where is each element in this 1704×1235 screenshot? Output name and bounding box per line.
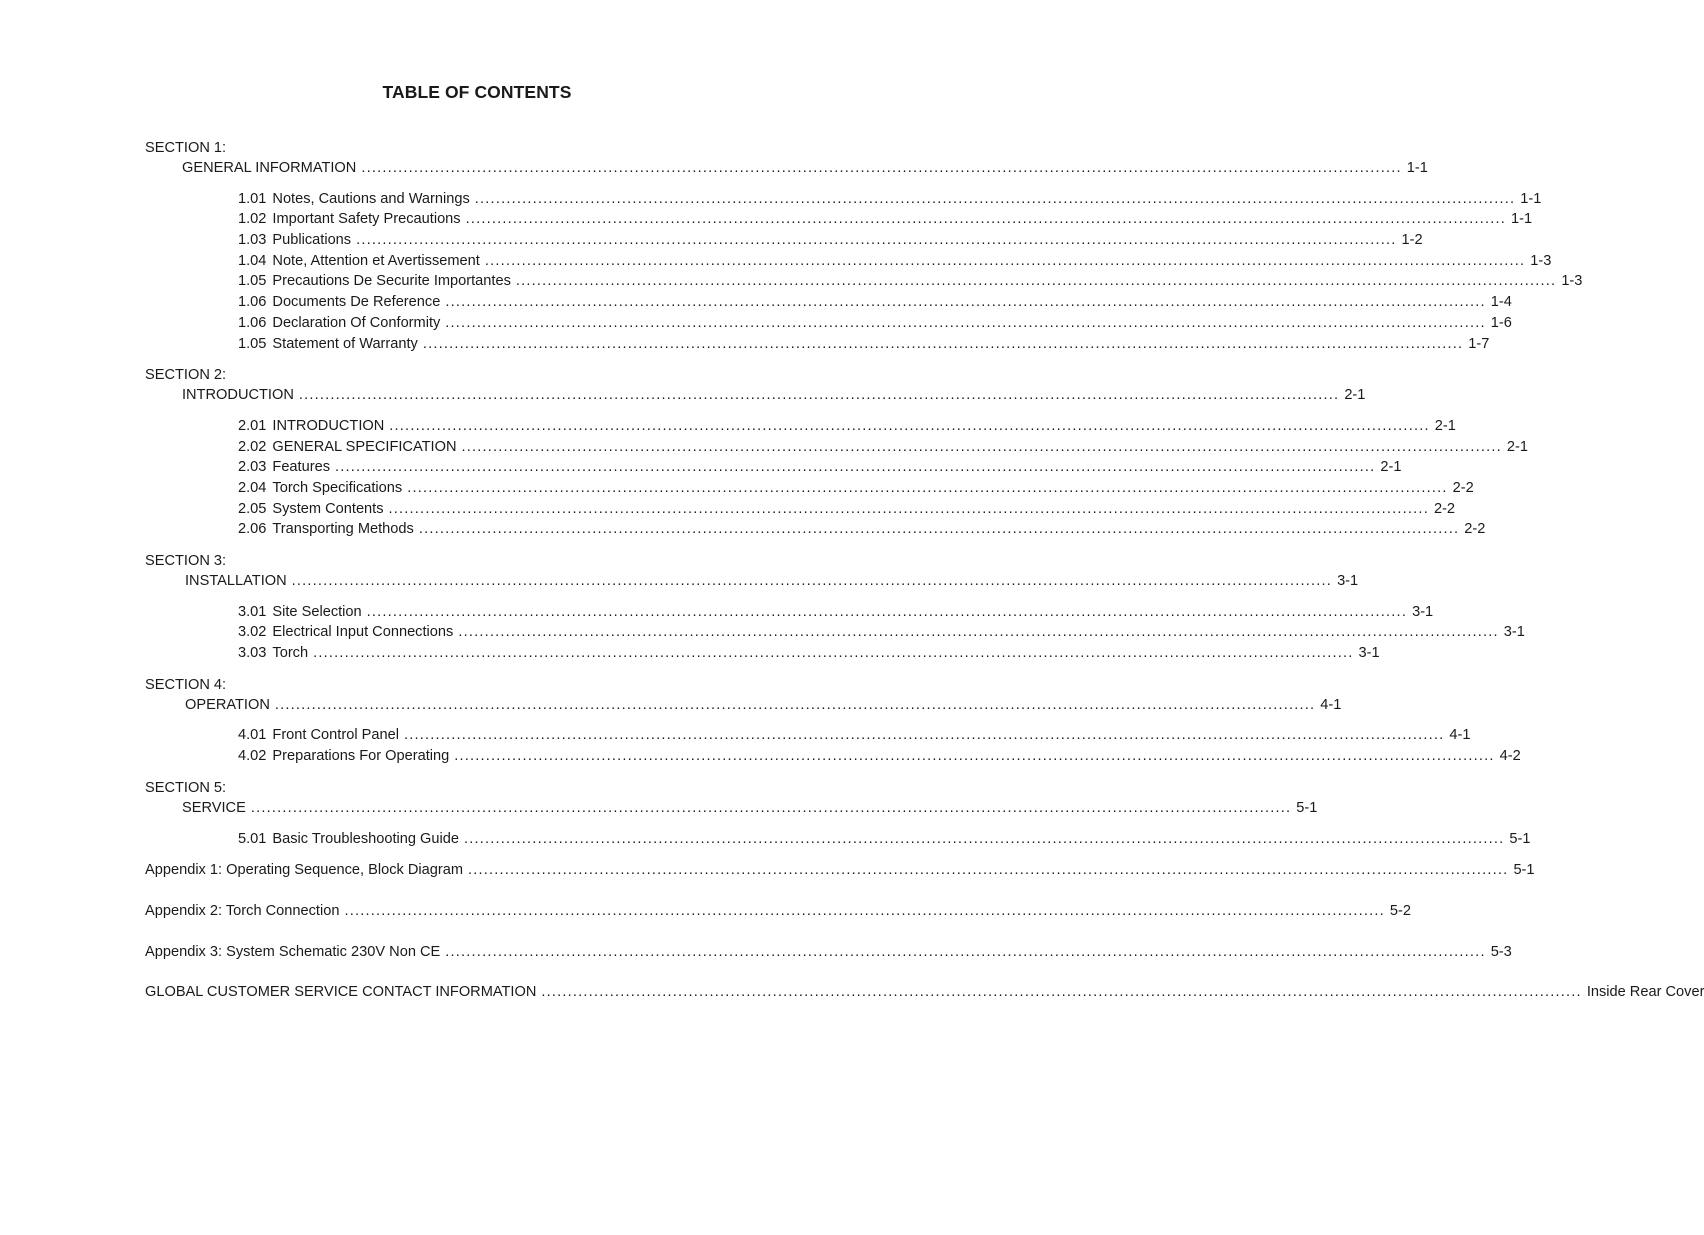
toc-item[interactable] [145,437,1528,458]
item-number: 1.06 [238,294,267,311]
item-number: 1.04 [238,252,267,269]
toc-item[interactable] [145,230,1423,251]
toc-item[interactable] [145,292,1512,313]
dot-leader: ...................................................................................................................................................................................................... [291,573,1333,589]
item-title: Publications [272,232,352,249]
item-title: Transporting Methods [272,521,414,538]
dot-leader: ...................................................................................................................................................................................................... [541,984,1582,1001]
dot-leader: ...................................................................................................................................................................................................... [422,335,1464,352]
item-number: 1.03 [238,232,267,249]
dot-leader: ...................................................................................................................................................................................................... [388,500,1429,517]
section-heading: SECTION 5: [145,779,227,796]
item-number: 2.05 [238,500,267,517]
section-heading: SECTION 3: [145,553,227,569]
toc-item[interactable] [145,499,1456,520]
page-number: 1-1 [1406,160,1428,176]
item-title: System Contents [272,500,384,517]
item-number: 3.01 [238,603,267,620]
entry-title: SERVICE [182,799,246,816]
dot-leader: ...................................................................................................................................................................................................... [445,314,1486,331]
section-title-entry[interactable] [145,798,1318,819]
toc-item[interactable] [145,829,1531,850]
item-title: GENERAL SPECIFICATION [272,438,457,455]
dot-leader: ...................................................................................................................................................................................................... [403,727,1445,744]
toc-item[interactable] [145,457,1402,478]
dot-leader: ...................................................................................................................................................................................................... [445,943,1486,960]
entry-title: GENERAL INFORMATION [182,160,357,176]
item-number: 3.02 [238,624,267,641]
item-title: Features [272,459,330,476]
item-title: INTRODUCTION [272,417,385,434]
page-number: 1-3 [1561,273,1583,290]
page-number: 2-1 [1506,438,1528,455]
item-title: Statement of Warranty [272,335,418,352]
page-number: 2-2 [1464,521,1486,538]
appendix-entry[interactable] [145,860,1535,881]
page-number: 1-7 [1468,335,1490,352]
item-title: Front Control Panel [272,727,399,744]
item-number: 5.01 [238,830,267,847]
item-number: 4.02 [238,748,267,765]
toc-item[interactable] [145,622,1525,643]
section-heading: SECTION 1: [145,140,227,156]
item-number: 2.03 [238,459,267,476]
page-number: 2-1 [1344,387,1366,404]
item-title: Site Selection [272,603,362,620]
page-number: 2-2 [1452,479,1474,496]
dot-leader: ...................................................................................................................................................................................................... [445,294,1486,311]
section-title-entry[interactable] [145,571,1359,592]
dot-leader: ...................................................................................................................................................................................................... [335,459,1376,476]
entry-title: INSTALLATION [185,573,287,589]
entry-title: GLOBAL CUSTOMER SERVICE CONTACT INFORMATION [145,984,537,1001]
entry-title: OPERATION [185,696,270,713]
section-4 [145,675,1521,767]
page-number: 3-1 [1503,624,1525,641]
toc-item[interactable] [145,189,1542,210]
section-title-entry[interactable] [145,385,1366,406]
toc-item[interactable] [145,271,1583,292]
page-number: 2-1 [1380,459,1402,476]
item-title: Important Safety Precautions [272,211,461,228]
appendix-entry[interactable] [145,901,1411,922]
page-number: 2-2 [1433,500,1456,517]
item-title: Torch [272,645,309,662]
dot-leader: ...................................................................................................................................................................................................... [484,252,1526,269]
dot-leader: ...................................................................................................................................................................................................... [298,387,1340,404]
dot-leader: ...................................................................................................................................................................................................... [461,438,1502,455]
page-number: 5-1 [1296,799,1318,816]
item-number: 1.05 [238,335,267,352]
toc-item[interactable] [145,519,1486,540]
dot-leader: ...................................................................................................................................................................................................... [474,190,1516,207]
toc-item[interactable] [145,313,1512,334]
toc-item[interactable] [145,602,1434,623]
page-number: 2-1 [1434,417,1456,434]
page-number: 3-1 [1358,645,1380,662]
page-number: 1-2 [1401,232,1423,249]
item-title: Torch Specifications [272,479,403,496]
section-title-entry[interactable] [145,695,1342,716]
section-2 [145,365,1528,540]
toc-item[interactable] [145,725,1471,746]
dot-leader: ...................................................................................................................................................................................................... [313,645,1354,662]
page-number: 3-1 [1412,603,1434,620]
entry-title: Appendix 3: System Schematic 230V Non CE [145,943,441,960]
entry-title: Appendix 1: Operating Sequence, Block Diagram [145,862,464,879]
page-number: Inside Rear Cover [1586,984,1704,1001]
page-number: 5-1 [1509,830,1531,847]
page-number: 4-2 [1499,748,1521,765]
entry-title: Appendix 2: Torch Connection [145,902,340,919]
dot-leader: ...................................................................................................................................................................................................... [274,696,1316,713]
item-title: Notes, Cautions and Warnings [272,190,470,207]
dot-leader: ...................................................................................................................................................................................................... [515,273,1557,290]
dot-leader: ...................................................................................................................................................................................................... [465,211,1507,228]
appendix-entry[interactable] [145,942,1512,963]
page-number: 1-1 [1520,190,1542,207]
section-heading: SECTION 2: [145,367,227,384]
page-number: 1-1 [1511,211,1533,228]
item-number: 1.05 [238,273,267,290]
toc-item[interactable] [145,478,1474,499]
page-number: 4-1 [1320,696,1342,713]
toc-item[interactable] [145,209,1533,230]
item-title: Electrical Input Connections [272,624,454,641]
item-number: 3.03 [238,645,267,662]
item-title: Note, Attention et Avertissement [272,252,480,269]
item-title: Basic Troubleshooting Guide [272,830,459,847]
page-number: 1-4 [1490,294,1512,311]
dot-leader: ...................................................................................................................................................................................................... [366,603,1408,620]
item-title: Documents De Reference [272,294,441,311]
page-number: 5-1 [1513,862,1535,879]
page-number: 5-2 [1389,902,1411,919]
page-number: 4-1 [1449,727,1471,744]
dot-leader: ...................................................................................................................................................................................................... [250,799,1292,816]
toc-item[interactable] [145,416,1456,437]
page-number: 3-1 [1337,573,1359,589]
section-1 [145,138,1583,354]
item-number: 4.01 [238,727,267,744]
item-number: 1.06 [238,314,267,331]
entry-title: INTRODUCTION [182,387,294,404]
dot-leader: ...................................................................................................................................................................................................... [344,902,1385,919]
dot-leader: ...................................................................................................................................................................................................... [454,748,1495,765]
page-number: 5-3 [1490,943,1512,960]
dot-leader: ...................................................................................................................................................................................................... [407,479,1448,496]
page-number: 1-3 [1530,252,1552,269]
dot-leader: ...................................................................................................................................................................................................... [458,624,1499,641]
section-3 [145,551,1525,664]
item-number: 2.02 [238,438,267,455]
dot-leader: ...................................................................................................................................................................................................... [361,160,1402,176]
page-number: 1-6 [1490,314,1512,331]
dot-leader: ...................................................................................................................................................................................................... [389,417,1430,434]
table-of-contents [145,138,1704,1003]
section-5 [145,778,1531,849]
item-number: 2.01 [238,417,267,434]
item-number: 1.01 [238,190,267,207]
toc-item[interactable] [145,746,1521,767]
dot-leader: ...................................................................................................................................................................................................... [356,232,1397,249]
contact-info-entry[interactable] [145,982,1704,1003]
item-number: 1.02 [238,211,267,228]
toc-item[interactable] [145,643,1380,664]
item-number: 2.04 [238,479,267,496]
toc-item[interactable] [145,334,1490,355]
toc-item[interactable] [145,251,1552,272]
dot-leader: ...................................................................................................................................................................................................... [418,521,1460,538]
item-title: Precautions De Securite Importantes [272,273,511,290]
page-title: TABLE OF CONTENTS [382,82,572,102]
item-number: 2.06 [238,521,267,538]
section-title-entry[interactable] [145,158,1428,179]
dot-leader: ...................................................................................................................................................................................................... [468,862,1509,879]
item-title: Declaration Of Conformity [272,314,441,331]
dot-leader: ...................................................................................................................................................................................................... [464,830,1505,847]
item-title: Preparations For Operating [272,748,450,765]
section-heading: SECTION 4: [145,676,227,693]
